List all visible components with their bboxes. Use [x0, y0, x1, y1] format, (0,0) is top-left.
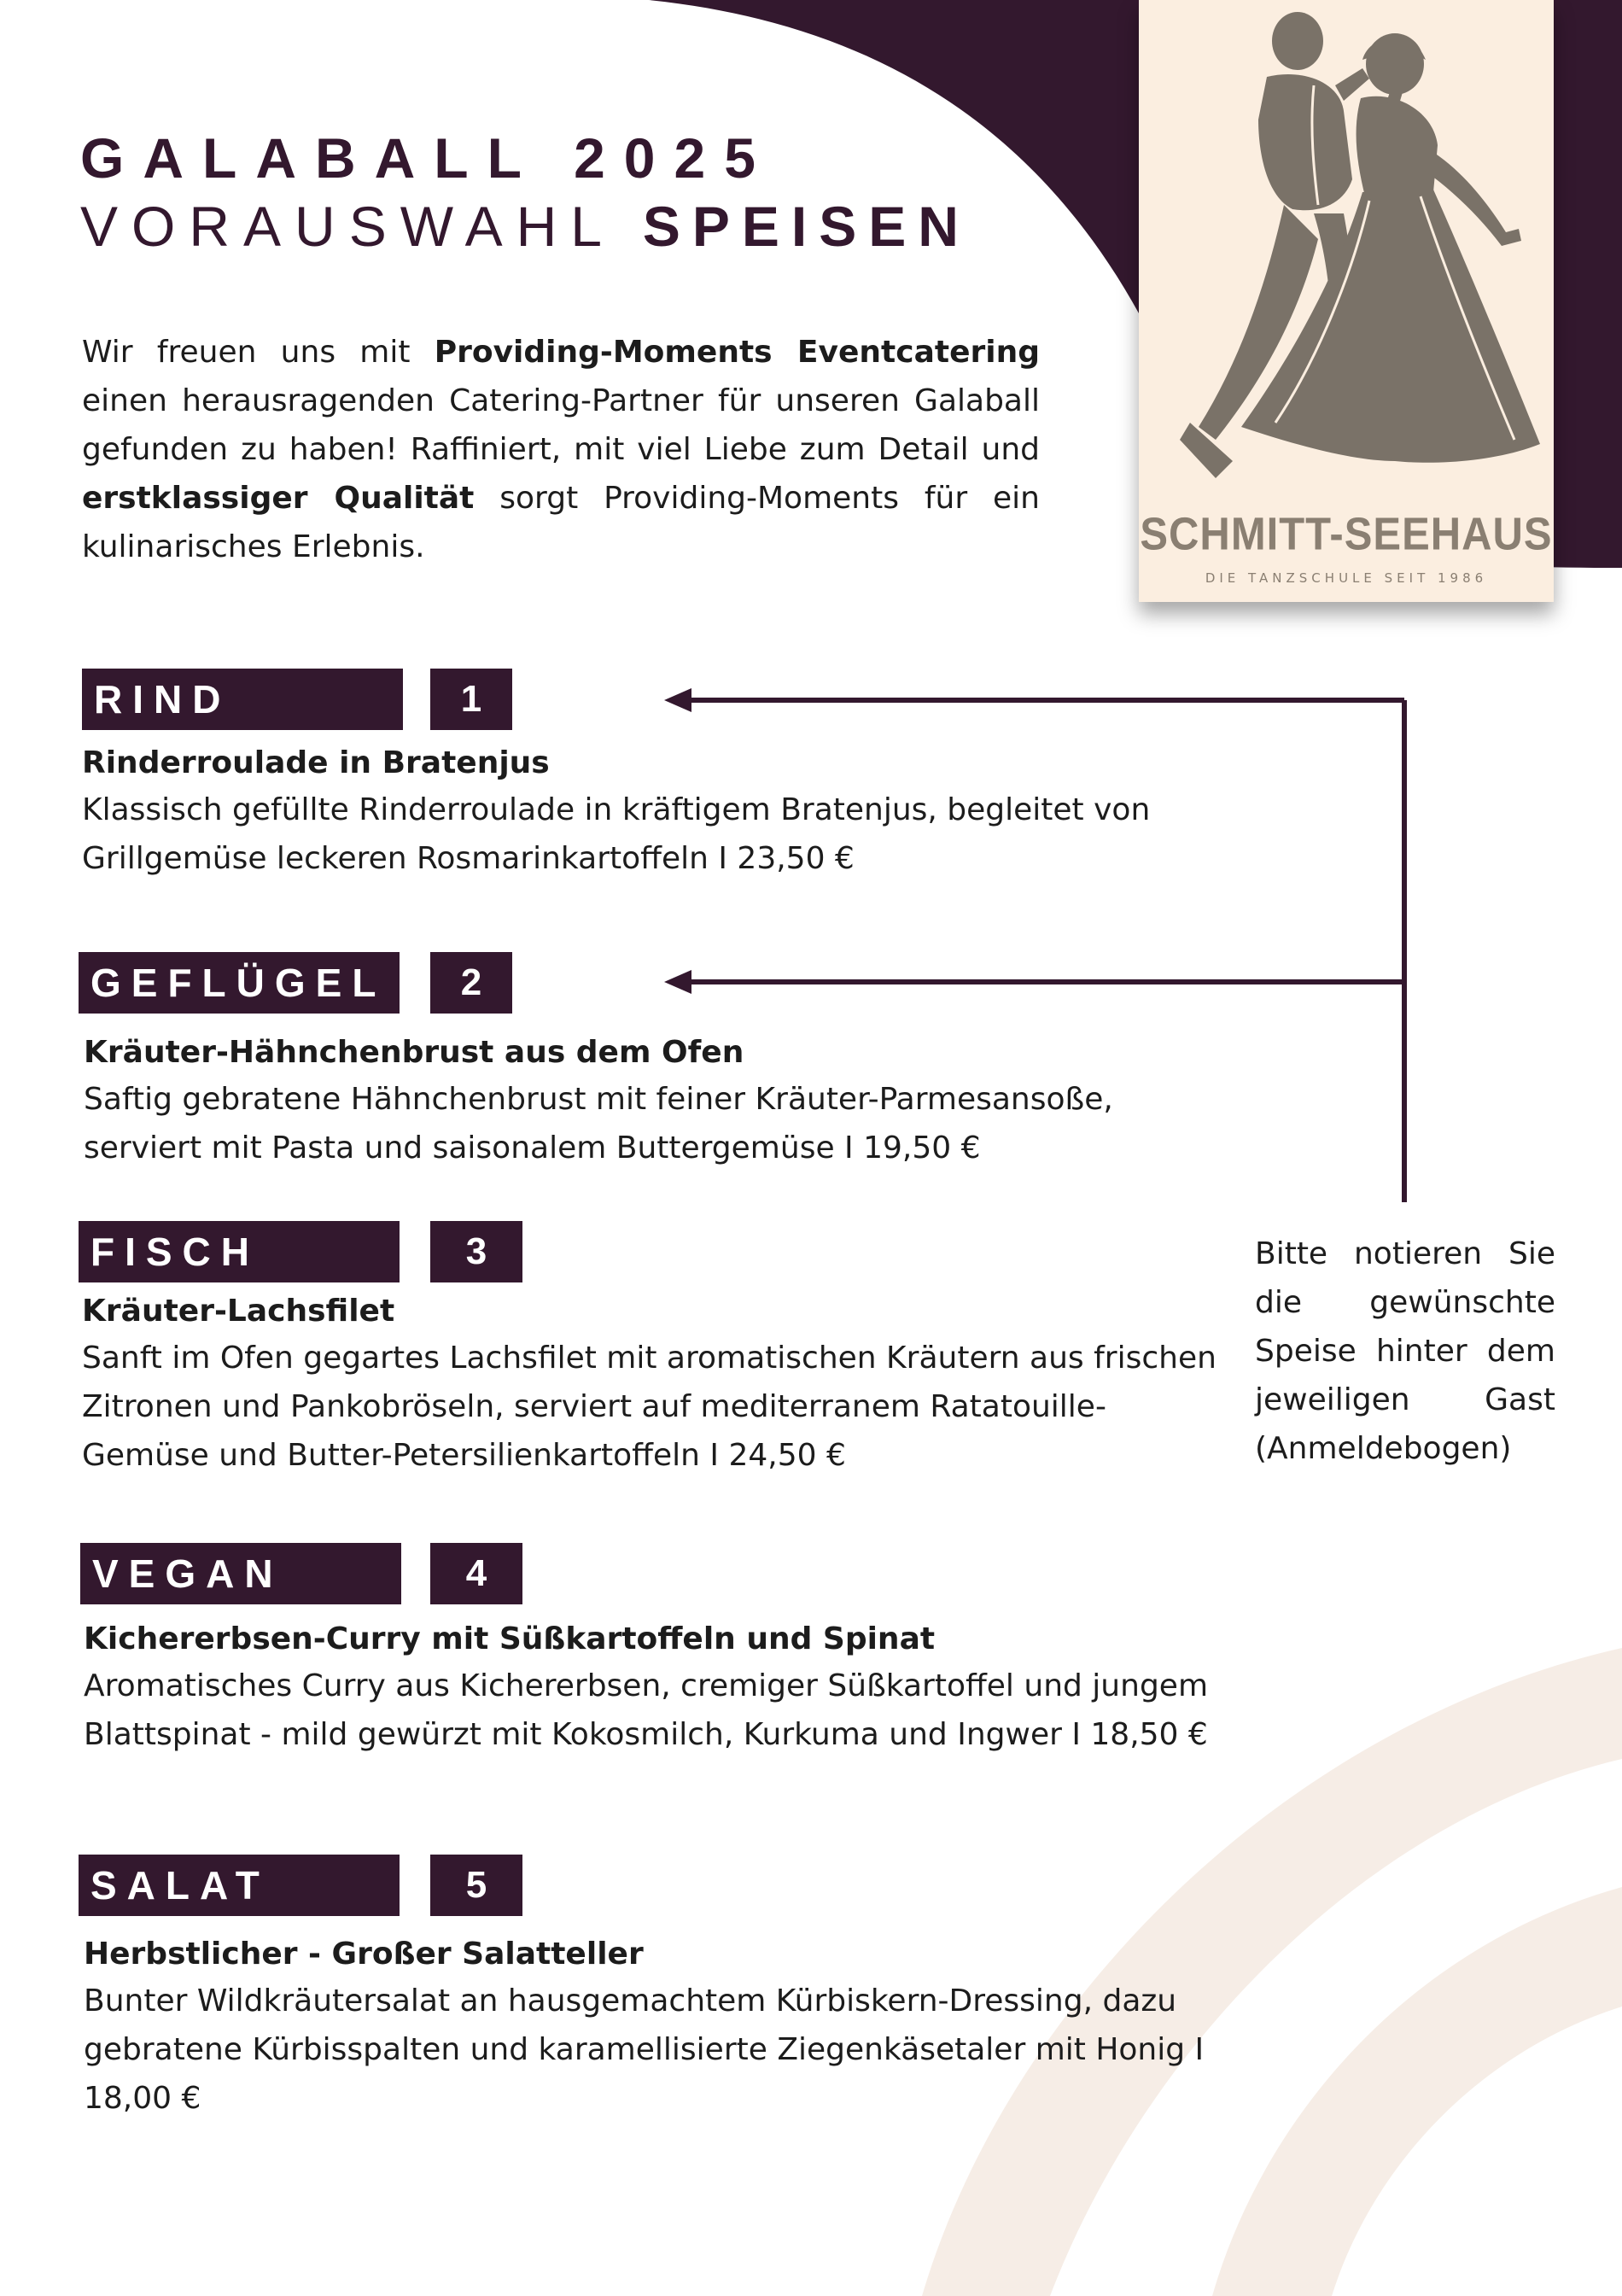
dish-vegan: [84, 1617, 1219, 1759]
logo-tagline: DIE TANZSCHULE SEIT 1986: [1205, 570, 1488, 586]
dish-description: Bunter Wildkräutersalat an hausgemachtem Kürbiskern-Dressing, dazu gebratene Kürbisspalten und karamellisierte Ziegenkäsetaler mit Honig I 18,00 €: [84, 1983, 1205, 2116]
dish-name: Kichererbsen-Curry mit Süßkartoffeln und Spinat: [84, 1621, 936, 1656]
dish-fisch: [82, 1289, 1217, 1480]
intro-bold-1: Providing-Moments Eventcatering: [434, 335, 1040, 370]
category-label-fisch: FISCH: [79, 1221, 400, 1282]
title-line-2-bold: SPEISEN: [642, 195, 971, 258]
category-number-2: 2: [430, 952, 512, 1014]
category-number-1: 1: [430, 669, 512, 730]
dish-description: Klassisch gefüllte Rinderroulade in kräftigem Bratenjus, begleitet von Grillgemüse leckeren Rosmarinkartoffeln I 23,50 €: [82, 792, 1151, 876]
arrow-head-1: [664, 688, 691, 712]
selection-note: Bitte notieren Sie die gewünschte Speise hinter dem jeweiligen Gast (Anmeldebogen): [1255, 1236, 1555, 1466]
title-line-1: GALABALL 2025: [80, 126, 774, 190]
category-number-4: 4: [430, 1543, 522, 1604]
category-label-salat: SALAT: [79, 1855, 400, 1916]
dish-name: Kräuter-Hähnchenbrust aus dem Ofen: [84, 1035, 744, 1070]
category-number-3: 3: [430, 1221, 522, 1282]
logo-brand-name: SCHMITT-SEEHAUS: [1140, 509, 1553, 560]
dish-gefluegel: [84, 1031, 1219, 1172]
dish-name: Herbstlicher - Großer Salatteller: [84, 1937, 644, 1972]
dish-description: Sanft im Ofen gegartes Lachsfilet mit aromatischen Kräutern aus frischen Zitronen und Pankobröseln, serviert auf mediterranem Ratatouille-Gemüse und Butter-Petersilienkartoffeln I 24,50 €: [82, 1341, 1216, 1473]
category-label-rind: RIND: [82, 669, 403, 730]
intro-text-3: sorgt Providing-Moments für ein kulinarisches Erlebnis.: [82, 481, 1040, 564]
intro-bold-2: erstklassiger Qualität: [82, 481, 475, 516]
title-line-2-light: VORAUSWAHL: [80, 195, 614, 258]
category-number-5: 5: [430, 1855, 522, 1916]
dish-salat: [84, 1932, 1219, 2123]
dish-description: Aromatisches Curry aus Kichererbsen, cremiger Süßkartoffel und jungem Blattspinat - mild gewürzt mit Kokosmilch, Kurkuma und Ingwer I 18,50 €: [84, 1668, 1209, 1752]
category-label-gefluegel: GEFLÜGEL: [79, 952, 400, 1014]
dish-name: Kräuter-Lachsfilet: [82, 1294, 395, 1329]
dish-description: Saftig gebratene Hähnchenbrust mit feiner Kräuter-Parmesansoße, serviert mit Pasta und saisonalem Buttergemüse I 19,50 €: [84, 1082, 1113, 1166]
dish-rind: [82, 741, 1217, 883]
arrow-head-2: [664, 970, 691, 994]
dish-name: Rinderroulade in Bratenjus: [82, 745, 550, 780]
intro-text-2: einen herausragenden Catering-Partner für unseren Galaball gefunden zu haben! Raffiniert, mit viel Liebe zum Detail und: [82, 383, 1040, 467]
intro-text-1: Wir freuen uns mit: [82, 335, 435, 370]
category-label-vegan: VEGAN: [80, 1543, 401, 1604]
